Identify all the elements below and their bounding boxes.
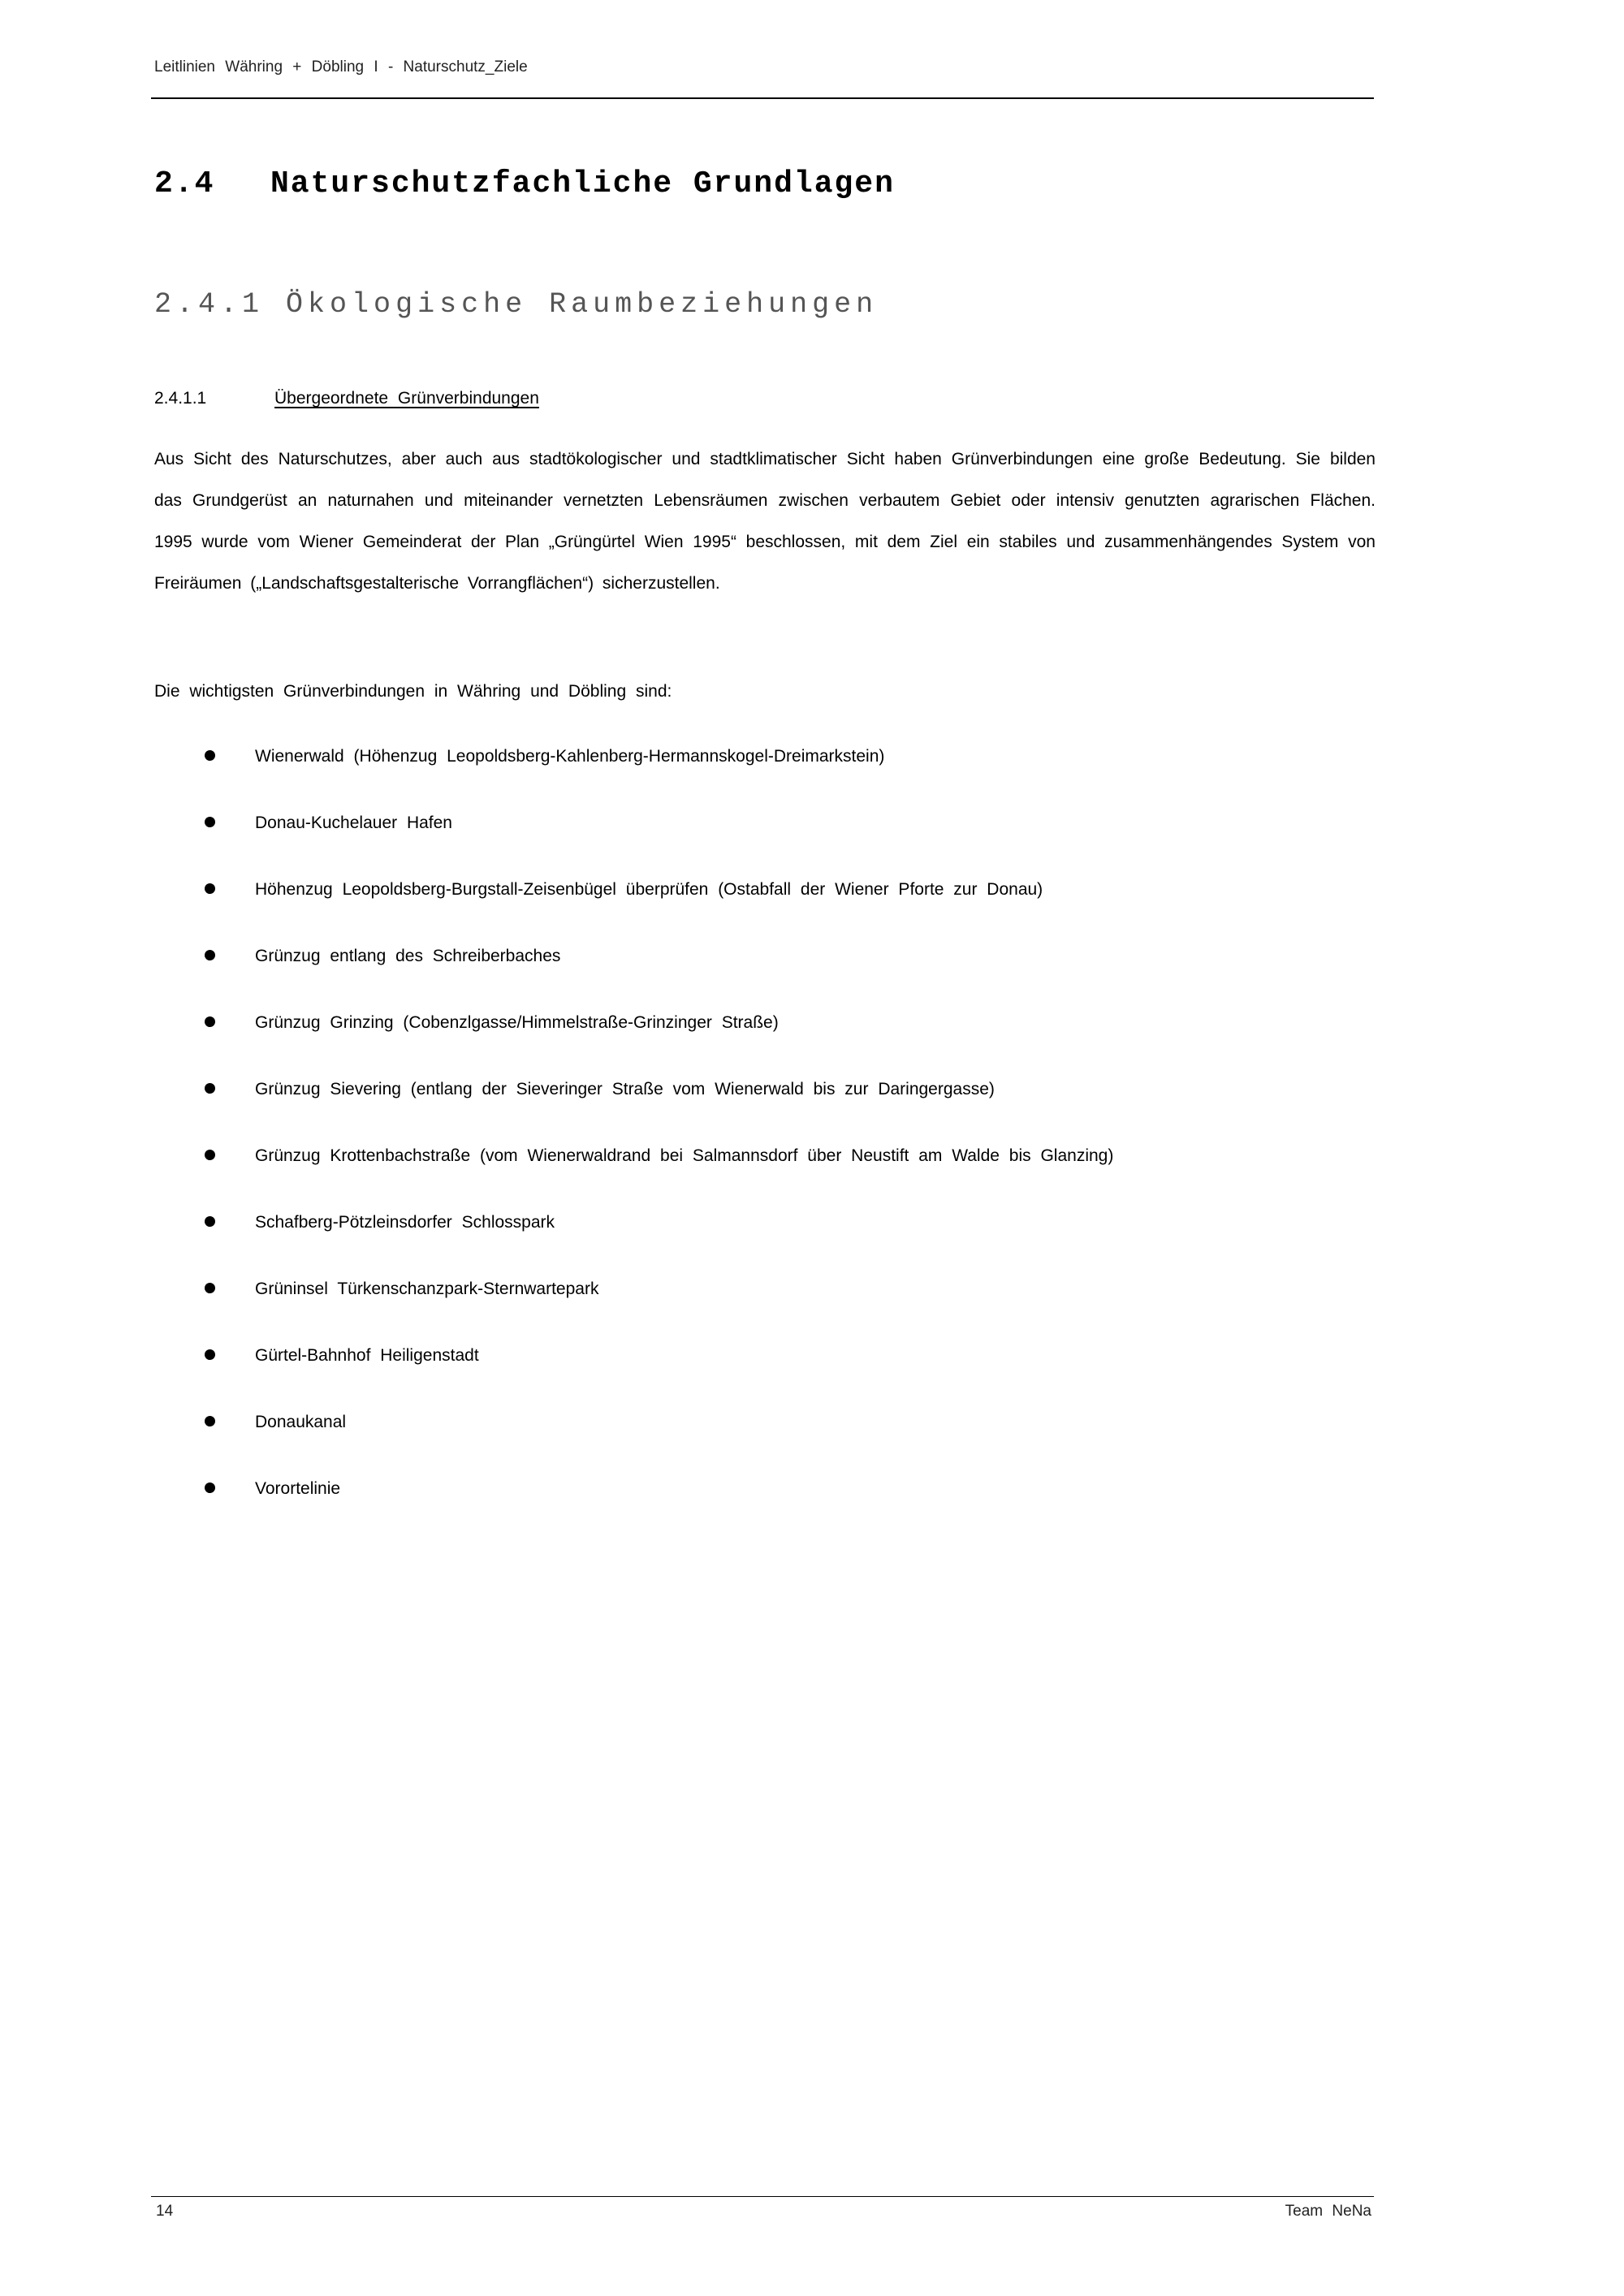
bullet-icon bbox=[205, 950, 215, 960]
list-item bbox=[0, 1013, 1380, 1046]
list-item-text: Donau-Kuchelauer Hafen bbox=[255, 814, 452, 832]
list-item bbox=[0, 880, 1380, 913]
footer-author: Team NeNa bbox=[1285, 2203, 1371, 2220]
list-item-text: Vorortelinie bbox=[255, 1479, 341, 1498]
bullet-icon bbox=[205, 1416, 215, 1426]
bullet-icon bbox=[205, 1349, 215, 1360]
list-item-text: Grünzug Krottenbachstraße (vom Wienerwaldrand bei Salmannsdorf über Neustift am Walde bis Glanzing) bbox=[255, 1146, 1114, 1165]
list-intro: Die wichtigsten Grünverbindungen in Währing und Döbling sind: bbox=[154, 682, 672, 701]
list-item bbox=[0, 1346, 1380, 1379]
bullet-icon bbox=[205, 750, 215, 761]
list-item bbox=[0, 1146, 1380, 1179]
bullet-icon bbox=[205, 1283, 215, 1293]
section-heading bbox=[154, 166, 895, 201]
list-item bbox=[0, 1213, 1380, 1245]
list-item-text: Wienerwald (Höhenzug Leopoldsberg-Kahlenberg-Hermannskogel-Dreimarkstein) bbox=[255, 747, 885, 766]
subsubsection-title: Übergeordnete Grünverbindungen bbox=[274, 389, 539, 408]
list-item-text: Grünzug entlang des Schreiberbaches bbox=[255, 947, 561, 965]
subsection-title: Ökologische Raumbeziehungen bbox=[286, 288, 879, 321]
list-item bbox=[0, 814, 1380, 846]
bullet-icon bbox=[205, 1482, 215, 1493]
bullet-icon bbox=[205, 883, 215, 894]
running-header: Leitlinien Währing + Döbling I - Naturschutz_Ziele bbox=[154, 58, 528, 76]
subsubsection-heading bbox=[154, 389, 539, 408]
subsubsection-number: 2.4.1.1 bbox=[154, 389, 207, 408]
bullet-icon bbox=[205, 817, 215, 827]
list-item-text: Gürtel-Bahnhof Heiligenstadt bbox=[255, 1346, 479, 1365]
subsection-heading bbox=[154, 288, 878, 321]
list-item bbox=[0, 1080, 1380, 1112]
list-item bbox=[0, 1479, 1380, 1512]
list-item-text: Grünzug Grinzing (Cobenzlgasse/Himmelstraße-Grinzinger Straße) bbox=[255, 1013, 779, 1032]
body-paragraph: Aus Sicht des Naturschutzes, aber auch aus stadtökologischer und stadtklimatischer Sicht haben Grünverbindungen eine große Bedeutung. Sie bilden das Grundgerüst an naturnahen und miteinander vernetzten Lebensräumen zwischen verbautem Gebiet oder intensiv genutzten agrarischen Flächen. 1995 wurde vom Wiener Gemeinderat der Plan „Grüngürtel Wien 1995“ beschlossen, mit dem Ziel ein stabiles und zusammenhängendes System von Freiräumen („Landschaftsgestalterische Vorrangflächen“) sicherzustellen. bbox=[154, 450, 1376, 593]
list-item bbox=[0, 747, 1380, 779]
bullet-icon bbox=[205, 1016, 215, 1027]
footer-divider bbox=[151, 2196, 1374, 2197]
header-divider bbox=[151, 97, 1374, 99]
list-item-text: Höhenzug Leopoldsberg-Burgstall-Zeisenbügel überprüfen (Ostabfall der Wiener Pforte zur Donau) bbox=[255, 880, 1043, 899]
list-item-text: Grüninsel Türkenschanzpark-Sternwartepark bbox=[255, 1280, 599, 1298]
list-item bbox=[0, 1413, 1380, 1445]
subsection-number: 2.4.1 bbox=[154, 288, 265, 321]
list-item-text: Donaukanal bbox=[255, 1413, 347, 1431]
bullet-icon bbox=[205, 1083, 215, 1094]
list-item bbox=[0, 1280, 1380, 1312]
bullet-icon bbox=[205, 1150, 215, 1160]
section-title: Naturschutzfachliche Grundlagen bbox=[270, 166, 895, 201]
section-number: 2.4 bbox=[154, 166, 215, 201]
list-item-text: Grünzug Sievering (entlang der Sieveringer Straße vom Wienerwald bis zur Daringergasse) bbox=[255, 1080, 995, 1098]
list-item bbox=[0, 947, 1380, 979]
page-number: 14 bbox=[156, 2203, 174, 2220]
list-item-text: Schafberg-Pötzleinsdorfer Schlosspark bbox=[255, 1213, 555, 1232]
bullet-icon bbox=[205, 1216, 215, 1227]
